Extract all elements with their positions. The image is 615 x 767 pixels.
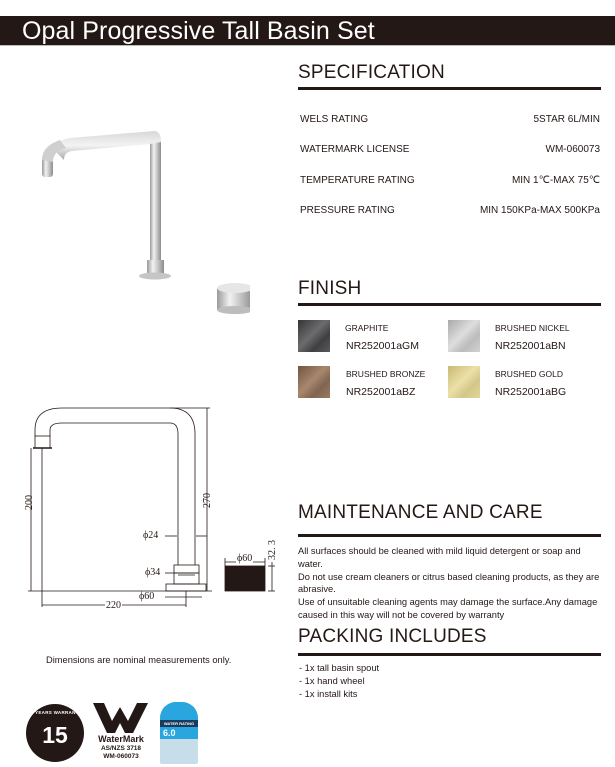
packing-item: - 1x hand wheel [299,676,365,686]
spec-label: WATERMARK LICENSE [300,144,410,155]
specification-rule [298,87,601,90]
packing-rule [298,653,601,656]
swatch-graphite [298,320,330,352]
dim-phi24: ϕ24 [143,530,159,541]
maintenance-paragraph: All surfaces should be cleaned with mild liquid detergent or soap and water. [298,546,581,569]
packing-list [299,662,379,701]
maintenance-paragraph: Do not use cream cleaners or citrus based cleaning products, as they are abrasive. [298,571,600,595]
packing-item: - 1x tall basin spout [299,663,380,673]
dim-220: 220 [106,600,121,611]
watermark-standard: AS/NZS 3718 [100,745,142,752]
watermark-name: WaterMark [98,734,144,744]
swatch-brushed-bronze [298,366,330,398]
finish-code: NR252001aGM [346,340,419,352]
spec-label: TEMPERATURE RATING [300,175,415,186]
spec-label: PRESSURE RATING [300,205,395,216]
warranty-text: 15 YEARS WARRANTY [27,710,83,715]
maintenance-title: MAINTENANCE AND CARE [298,502,543,523]
spec-value: WM-060073 [545,144,600,155]
finish-name: BRUSHED NICKEL [495,323,570,333]
maintenance-text [298,545,603,622]
finish-name: GRAPHITE [345,323,389,333]
finish-name: BRUSHED GOLD [495,369,564,379]
dim-270: 270 [202,493,213,508]
watermark-license: WM-060073 [103,753,139,760]
dimensions-note: Dimensions are nominal measurements only. [46,655,232,665]
spec-row-watermark [300,144,600,158]
specification-title: SPECIFICATION [298,62,445,83]
finish-code: NR252001aBG [495,386,567,398]
maintenance-paragraph: Use of unsuitable cleaning agents may damage the surface.Any damage caused in this way will not be covered by warranty [298,597,598,620]
spec-value: 5STAR 6L/MIN [533,114,600,125]
maintenance-rule [298,534,601,537]
rating-stars [160,702,198,722]
rating-value: 6.0 [163,728,176,738]
finish-title: FINISH [298,278,362,299]
swatch-brushed-nickel [448,320,480,352]
finish-name: BRUSHED BRONZE [346,369,426,379]
spec-value: MIN 150KPa-MAX 500KPa [479,205,600,216]
dim-32-3: 32. 3 [267,540,278,560]
watermark-logo-icon [93,703,148,733]
spec-label: WELS RATING [300,114,369,125]
page-title: Opal Progressive Tall Basin Set [22,17,375,45]
dim-200: 200 [24,495,35,510]
product-image [30,120,250,330]
packing-item: - 1x install kits [299,689,358,699]
packing-title: PACKING INCLUDES [298,626,487,647]
swatch-brushed-gold [448,366,480,398]
dim-phi60-base: ϕ60 [139,591,155,602]
dimension-drawing [20,400,290,615]
dim-phi60-handle: ϕ60 [237,553,253,564]
finish-code: NR252001aBZ [346,386,416,398]
spec-row-pressure [300,205,600,219]
dim-phi34: ϕ34 [145,567,161,578]
warranty-badge [26,704,84,762]
finish-code: NR252001aBN [495,340,566,352]
title-bar [0,16,615,46]
rating-band: WATER RATING [160,720,198,727]
spec-row-wels [300,114,600,128]
warranty-years: 15 [42,722,68,748]
water-rating-label [160,702,198,764]
spec-row-temperature [300,175,600,189]
finish-rule [298,303,601,306]
spec-value: MIN 1℃-MAX 75℃ [511,175,600,186]
